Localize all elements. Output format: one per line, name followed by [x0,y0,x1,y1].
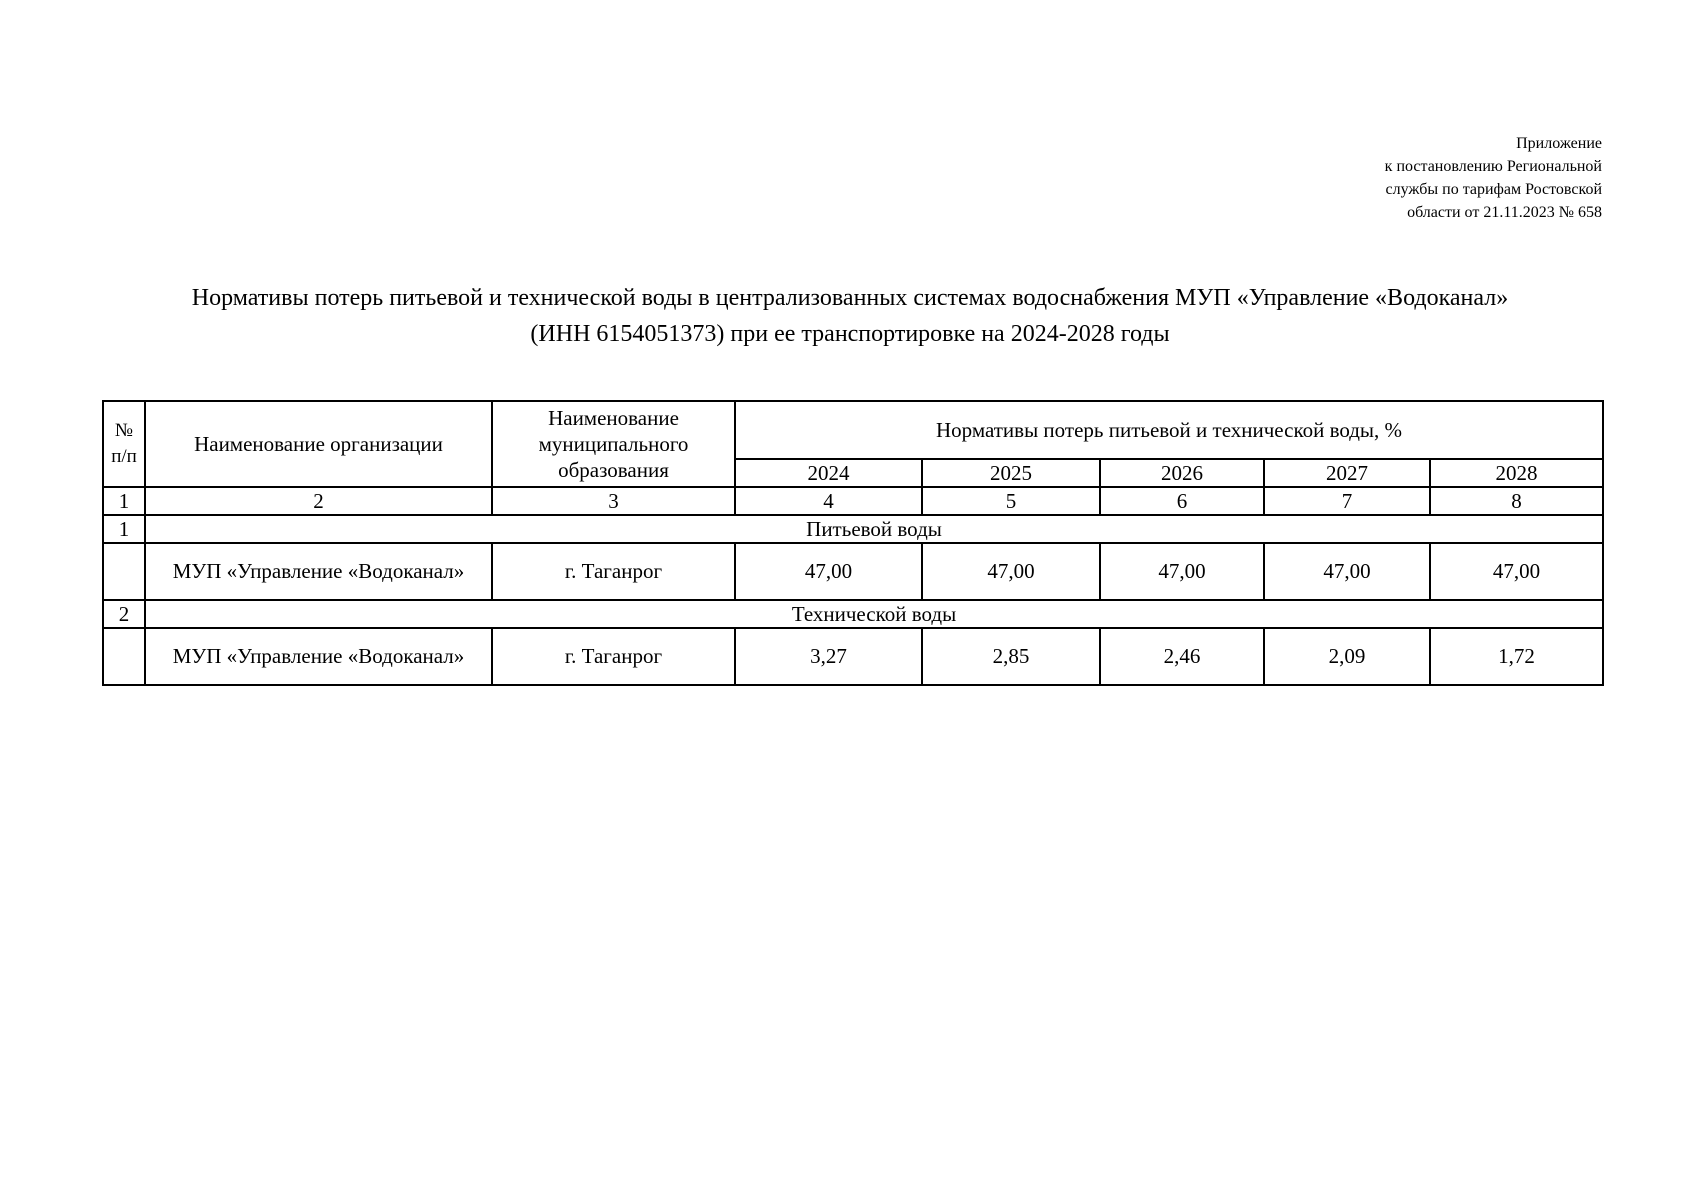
column-number: 6 [1100,487,1264,515]
appendix-header [1385,132,1602,224]
norms-table [102,400,1604,686]
year-header: 2025 [922,459,1100,487]
value-cell: 47,00 [922,543,1100,600]
value-cell: 3,27 [735,628,922,685]
year-header: 2024 [735,459,922,487]
npp-header-line-1: № [114,420,134,441]
column-numbers-row [103,487,1603,515]
column-number: 8 [1430,487,1603,515]
title-line-1: Нормативы потерь питьевой и технической воды в централизованных системах водоснабжения МУП «Управление «Водоканал» [191,285,1509,311]
appendix-line-3: службы по тарифам Ростовской [1385,181,1602,198]
title-line-2: (ИНН 6154051373) при ее транспортировке на 2024-2028 годы [530,321,1170,347]
section-number: 2 [103,600,145,628]
empty-cell [103,543,145,600]
column-number: 3 [492,487,735,515]
municipality-header-line-1: Наименование [548,406,679,430]
value-cell: 47,00 [1264,543,1430,600]
organization-cell: МУП «Управление «Водоканал» [145,543,492,600]
column-number: 7 [1264,487,1430,515]
norms-header: Нормативы потерь питьевой и технической воды, % [735,401,1603,459]
section-row-drinking [103,515,1603,543]
municipality-header-line-2: муниципального [538,432,689,456]
municipality-cell: г. Таганрог [492,543,735,600]
section-title: Питьевой воды [145,515,1603,543]
year-header: 2027 [1264,459,1430,487]
document-title [100,280,1600,352]
municipality-header-line-3: образования [558,458,669,482]
appendix-line-1: Приложение [1516,135,1602,152]
value-cell: 47,00 [1100,543,1264,600]
header-row [103,401,1603,459]
value-cell: 47,00 [1430,543,1603,600]
appendix-line-4: области от 21.11.2023 № 658 [1407,204,1602,221]
organization-cell: МУП «Управление «Водоканал» [145,628,492,685]
value-cell: 2,09 [1264,628,1430,685]
appendix-line-2: к постановлению Региональной [1384,158,1602,175]
npp-header [103,401,145,487]
section-title: Технической воды [145,600,1603,628]
table-row [103,628,1603,685]
section-row-technical [103,600,1603,628]
column-number: 4 [735,487,922,515]
table-row [103,543,1603,600]
value-cell: 47,00 [735,543,922,600]
npp-header-line-2: п/п [111,446,137,467]
municipality-cell: г. Таганрог [492,628,735,685]
organization-header: Наименование организации [145,401,492,487]
value-cell: 2,85 [922,628,1100,685]
column-number: 5 [922,487,1100,515]
value-cell: 2,46 [1100,628,1264,685]
column-number: 1 [103,487,145,515]
municipality-header [492,401,735,487]
column-number: 2 [145,487,492,515]
value-cell: 1,72 [1430,628,1603,685]
section-number: 1 [103,515,145,543]
year-header: 2028 [1430,459,1603,487]
empty-cell [103,628,145,685]
year-header: 2026 [1100,459,1264,487]
